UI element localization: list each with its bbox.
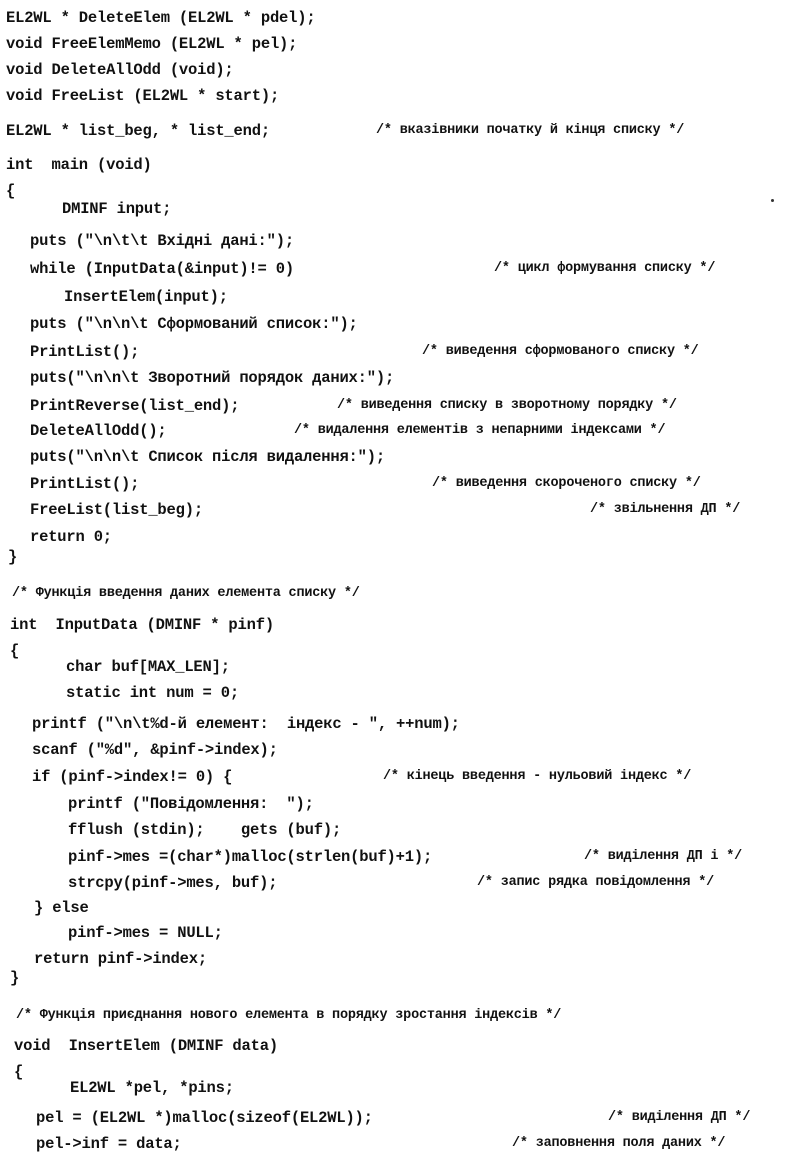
code-line: } else [34, 899, 89, 917]
code-line: PrintList(); [30, 475, 140, 493]
code-line: pinf->mes = NULL; [68, 924, 223, 942]
code-line: void InsertElem (DMINF data) [14, 1037, 278, 1055]
code-line: puts ("\n\t\t Вхідні дані:"); [30, 232, 294, 250]
code-line: pinf->mes =(char*)malloc(strlen(buf)+1); [68, 848, 433, 866]
code-comment: /* звільнення ДП */ [590, 502, 741, 517]
code-line: pel->inf = data; [36, 1135, 182, 1153]
code-comment: /* кінець введення - нульовий індекс */ [383, 769, 692, 784]
code-comment: /* вказівники початку й кінця списку */ [376, 123, 685, 138]
code-line: InsertElem(input); [64, 288, 228, 306]
code-comment: /* виділення ДП і */ [584, 849, 743, 864]
code-comment: /* виділення ДП */ [608, 1110, 751, 1125]
code-line: int main (void) [6, 156, 152, 174]
code-line: EL2WL * DeleteElem (EL2WL * pdel); [6, 9, 316, 27]
code-line: while (InputData(&input)!= 0) [30, 260, 294, 278]
code-line: printf ("\n\t%d-й елемент: індекс - ", ++num); [32, 715, 460, 733]
code-comment: /* виведення списку в зворотному порядку */ [337, 398, 677, 413]
code-comment: /* виведення скороченого списку */ [432, 476, 701, 491]
code-line: puts("\n\n\t Список після видалення:"); [30, 448, 385, 466]
code-line: printf ("Повідомлення: "); [68, 795, 314, 813]
code-line: } [10, 969, 20, 987]
code-line: { [6, 182, 16, 200]
section-comment: /* Функція введення даних елемента списку */ [12, 586, 360, 601]
code-line: FreeList(list_beg); [30, 501, 203, 519]
code-line: void FreeList (EL2WL * start); [6, 87, 280, 105]
code-comment: /* цикл формування списку */ [494, 261, 716, 276]
code-line: if (pinf->index!= 0) { [32, 768, 233, 786]
code-line: DMINF input; [62, 200, 172, 218]
code-line: PrintReverse(list_end); [30, 397, 240, 415]
code-comment: /* видалення елементів з непарними індексами */ [294, 423, 666, 438]
code-line: { [10, 642, 20, 660]
code-line: static int num = 0; [66, 684, 239, 702]
code-line: EL2WL * list_beg, * list_end; [6, 122, 270, 140]
code-line: { [14, 1063, 24, 1081]
code-line: pel = (EL2WL *)malloc(sizeof(EL2WL)); [36, 1109, 373, 1127]
code-comment: /* виведення сформованого списку */ [422, 344, 699, 359]
code-line: return pinf->index; [34, 950, 207, 968]
code-comment: /* заповнення поля даних */ [512, 1136, 726, 1151]
code-line: PrintList(); [30, 343, 140, 361]
code-line: return 0; [30, 528, 112, 546]
code-line: } [8, 548, 18, 566]
code-line: DeleteAllOdd(); [30, 422, 167, 440]
code-line: void FreeElemMemo (EL2WL * pel); [6, 35, 298, 53]
code-line: puts ("\n\n\t Сформований список:"); [30, 315, 358, 333]
stray-dot [771, 199, 774, 202]
code-line: int InputData (DMINF * pinf) [10, 616, 274, 634]
code-line: void DeleteAllOdd (void); [6, 61, 234, 79]
code-line: fflush (stdin); gets (buf); [68, 821, 342, 839]
section-comment: /* Функція приєднання нового елемента в порядку зростання індексів */ [16, 1008, 562, 1023]
code-line: scanf ("%d", &pinf->index); [32, 741, 278, 759]
code-line: EL2WL *pel, *pins; [70, 1079, 234, 1097]
code-line: puts("\n\n\t Зворотний порядок даних:"); [30, 369, 395, 387]
code-line: char buf[MAX_LEN]; [66, 658, 230, 676]
code-line: strcpy(pinf->mes, buf); [68, 874, 278, 892]
code-comment: /* запис рядка повідомлення */ [477, 875, 715, 890]
